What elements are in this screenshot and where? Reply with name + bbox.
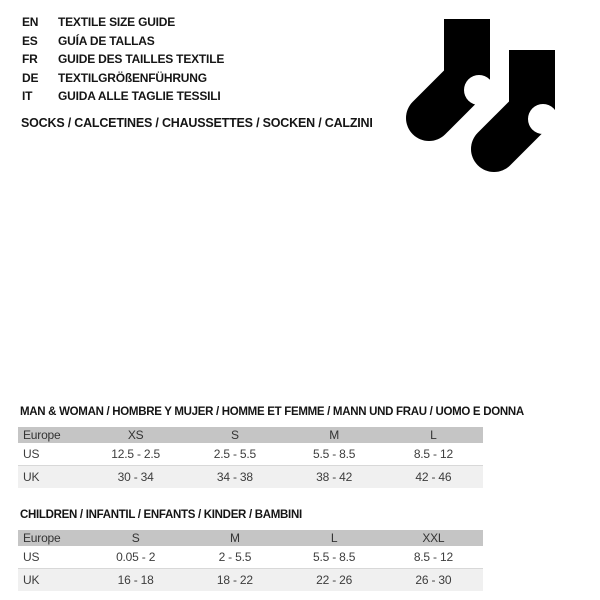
language-row-fr [22, 52, 224, 71]
header-cell-size: L [285, 530, 384, 546]
size-table-adults [18, 406, 524, 488]
table-title-children: CHILDREN / INFANTIL / ENFANTS / KINDER / BAMBINI [20, 509, 302, 521]
language-code: IT [22, 89, 33, 103]
header-cell-size: M [185, 530, 284, 546]
cell-region: UK [18, 466, 86, 489]
language-code: ES [22, 33, 38, 48]
cell-value: 38 - 42 [285, 466, 384, 489]
header-cell-region: Europe [18, 427, 86, 443]
language-label: TEXTILGRÖßENFÜHRUNG [58, 70, 207, 85]
language-code: FR [22, 52, 38, 66]
language-row-en [22, 15, 224, 34]
cell-value: 12.5 - 2.5 [111, 447, 160, 461]
category-title: SOCKS / CALCETINES / CHAUSSETTES / SOCKEN / CALZINI [21, 116, 373, 130]
language-row-it [22, 89, 224, 108]
table-row-uk [18, 466, 483, 489]
cell-region: UK [18, 569, 86, 592]
cell-value: 8.5 - 12 [413, 550, 453, 564]
sock-right-icon [494, 50, 558, 149]
language-list [22, 15, 224, 108]
language-code: DE [22, 70, 39, 85]
language-row-es [22, 34, 224, 53]
cell-region: US [23, 447, 40, 461]
cell-value: 34 - 38 [185, 466, 284, 489]
cell-value: 16 - 18 [86, 569, 185, 592]
language-label: TEXTILE SIZE GUIDE [58, 15, 176, 29]
cell-value: 26 - 30 [384, 569, 483, 592]
table-title-adults: MAN & WOMAN / HOMBRE Y MUJER / HOMME ET FEMME / MANN UND FRAU / UOMO E DONNA [20, 406, 524, 418]
size-table-children [18, 509, 483, 591]
cell-value: 8.5 - 12 [413, 447, 453, 461]
table-row-uk [18, 569, 483, 592]
children-size-table [18, 530, 483, 591]
cell-value: 42 - 46 [384, 466, 483, 489]
adults-size-table [18, 427, 483, 488]
cell-value: 0.05 - 2 [116, 550, 156, 564]
cell-region: US [23, 550, 40, 564]
language-label: GUIDE DES TAILLES TEXTILE [58, 52, 225, 66]
socks-icon [390, 0, 600, 190]
cell-value: 2.5 - 5.5 [213, 447, 256, 461]
cell-value: 22 - 26 [285, 569, 384, 592]
cell-value: 5.5 - 8.5 [313, 447, 356, 461]
sock-left-icon [429, 19, 494, 118]
table-row-us [18, 546, 483, 569]
language-label: GUIDA ALLE TAGLIE TESSILI [58, 89, 221, 103]
language-row-de [22, 71, 224, 90]
header-cell-size: XXL [384, 530, 483, 546]
table-header-row [18, 530, 483, 546]
header-cell-size: S [185, 427, 284, 443]
cell-value: 18 - 22 [185, 569, 284, 592]
header-cell-size: S [86, 530, 185, 546]
language-label: GUÍA DE TALLAS [58, 33, 155, 48]
cell-value: 5.5 - 8.5 [313, 550, 356, 564]
cell-value: 2 - 5.5 [218, 550, 252, 564]
header-cell-size: M [285, 427, 384, 443]
language-code: EN [22, 15, 39, 29]
cell-value: 30 - 34 [86, 466, 185, 489]
table-header-row [18, 427, 483, 443]
table-row-us [18, 443, 483, 466]
header-cell-size: XS [86, 427, 185, 443]
header-cell-region: Europe [18, 530, 86, 546]
header-cell-size: L [384, 427, 483, 443]
